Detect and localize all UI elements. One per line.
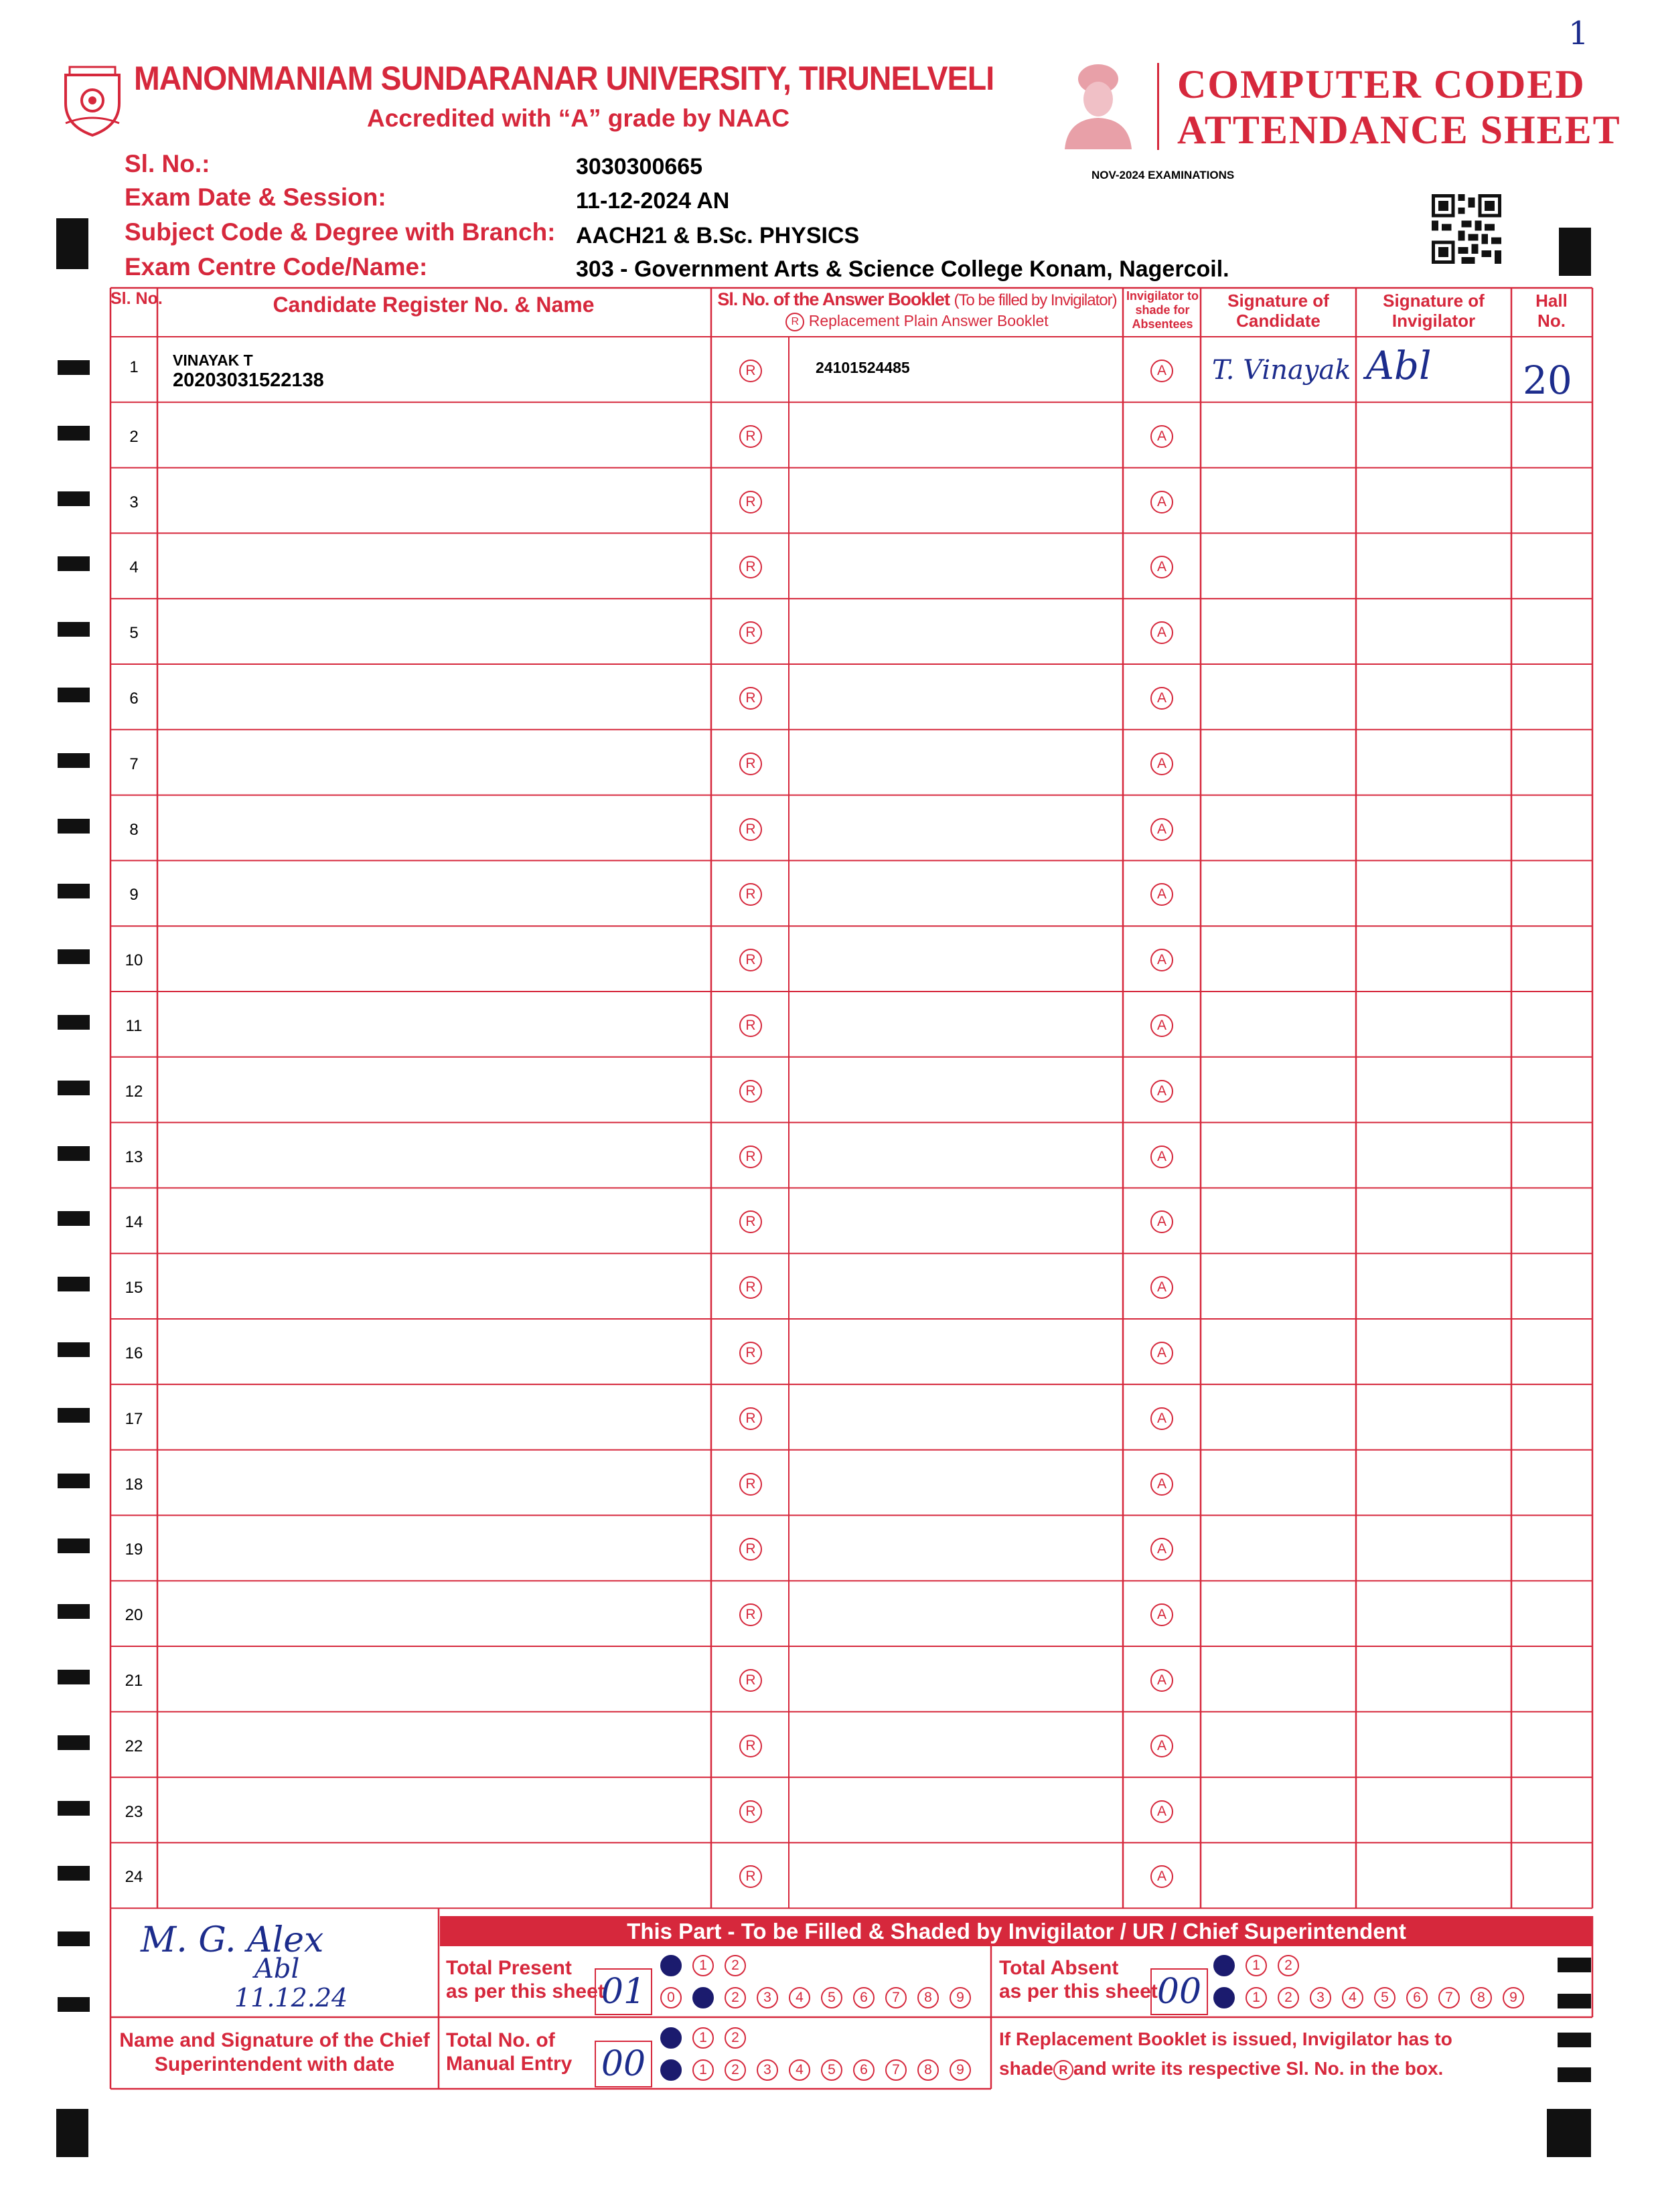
hall-number: 20 [1523,358,1572,403]
exam-date-label: Exam Date & Session: [125,183,386,211]
chief-superintendent-label: Name and Signature of the Chief Superintendent with date [119,2029,430,2075]
total-present-label-line1: Total Present [446,1957,572,1979]
manual-units-bubble[interactable]: 6 [853,2059,875,2081]
absentee-shade-bubble[interactable]: A [1150,753,1173,775]
replacement-shade-bubble[interactable]: R [739,1735,762,1757]
absentee-shade-bubble[interactable]: A [1150,1538,1173,1561]
candidate-signature: T. Vinayak [1212,355,1351,386]
absentee-shade-bubble[interactable]: A [1150,425,1173,448]
absent-units-bubble[interactable]: 6 [1406,1987,1428,2008]
replacement-shade-bubble[interactable]: R [739,360,762,382]
manual-entry-box: 00 [595,2041,652,2087]
replacement-shade-bubble[interactable]: R [739,1473,762,1496]
absent-units-bubble[interactable]: 3 [1310,1987,1331,2008]
manual-units-bubble[interactable]: 5 [821,2059,842,2081]
present-units-bubble[interactable]: 3 [757,1987,778,2008]
absent-units-bubble[interactable]: 4 [1342,1987,1363,2008]
page-count-mark: 1 [1568,15,1589,52]
replacement-shade-bubble[interactable]: R [739,1276,762,1299]
chief-superintendent-date: 11.12.24 [234,1983,348,2012]
row-number: 24 [125,1868,143,1887]
university-name: MANONMANIAM SUNDARANAR UNIVERSITY, TIRUNELVELI [134,60,994,97]
replacement-shade-bubble[interactable]: R [739,1669,762,1692]
row-number: 18 [125,1475,143,1494]
row-number: 20 [125,1606,143,1625]
row-number: 1 [129,358,139,376]
row-number: 12 [125,1082,143,1101]
col-header-sig-candidate: Signature of Candidate [1227,291,1329,331]
sheet-title-line2: ATTENDANCE SHEET [1177,108,1621,152]
sheet-title-line1: COMPUTER CODED [1177,62,1586,106]
manual-units-bubble[interactable]: 9 [950,2059,971,2081]
absent-tens-bubble[interactable]: 1 [1246,1955,1267,1976]
absentee-shade-bubble[interactable]: A [1150,687,1173,710]
col-header-hall: Hall No. [1535,291,1568,331]
candidate-name: VINAYAK T [173,351,253,369]
subject-code-value: AACH21 & B.Sc. PHYSICS [576,223,860,248]
replacement-shade-bubble[interactable]: R [739,1800,762,1823]
absentee-shade-bubble[interactable]: A [1150,1342,1173,1364]
row-number: 19 [125,1540,143,1559]
col-header-replacement [711,312,1123,331]
booklet-header-note: (To be filled by Invigilator) [954,291,1117,309]
replacement-shade-bubble[interactable]: R [739,491,762,514]
absentee-shade-bubble[interactable]: A [1150,1080,1173,1103]
absentee-shade-bubble[interactable]: A [1150,1210,1173,1233]
present-units-bubble[interactable]: 6 [853,1987,875,2008]
col-header-candidate: Candidate Register No. & Name [273,293,595,317]
manual-units-bubble[interactable]: 4 [789,2059,810,2081]
subject-code-label: Subject Code & Degree with Branch: [125,218,556,246]
row-number: 23 [125,1802,143,1821]
replacement-shade-bubble[interactable]: R [739,1342,762,1364]
sl-no-label: Sl. No.: [125,150,210,177]
manual-entry-label [446,2029,572,2075]
replacement-shade-bubble[interactable]: R [739,621,762,644]
replacement-note-line2 [999,2054,1452,2083]
replacement-shade-bubble[interactable]: R [739,949,762,971]
absentee-shade-bubble[interactable]: A [1150,491,1173,514]
replacement-shade-bubble[interactable]: R [739,1210,762,1233]
replacement-shade-bubble[interactable]: R [739,818,762,841]
present-tens-bubble[interactable]: 1 [692,1955,714,1976]
absent-units-bubble[interactable]: 8 [1471,1987,1492,2008]
replacement-note-line1: If Replacement Booklet is issued, Invigilator has to [999,2029,1452,2049]
row-number: 15 [125,1279,143,1297]
replacement-note [999,2025,1452,2083]
present-units-bubble[interactable]: 8 [917,1987,939,2008]
col-header-booklet [711,289,1123,310]
manual-units-bubble[interactable] [660,2059,682,2081]
col-header-sig-invigilator: Signature of Invigilator [1383,291,1485,331]
row-number: 7 [129,755,139,773]
row-number: 17 [125,1409,143,1428]
present-units-bubble[interactable]: 2 [725,1987,746,2008]
absent-units-bubble[interactable]: 2 [1278,1987,1299,2008]
replacement-r-icon: R [785,313,804,331]
row-number: 5 [129,624,139,643]
sl-no-value: 3030300665 [576,154,703,179]
replacement-shade-bubble[interactable]: R [739,1538,762,1561]
chief-superintendent-initials: Abl [254,1954,300,1984]
exam-series: NOV-2024 EXAMINATIONS [1091,169,1235,181]
absentee-shade-bubble[interactable]: A [1150,1669,1173,1692]
row-number: 8 [129,820,139,839]
total-present-label [446,1956,605,2003]
present-units-bubble[interactable]: 4 [789,1987,810,2008]
replacement-shade-bubble[interactable]: R [739,556,762,578]
row-number: 4 [129,558,139,577]
row-number: 22 [125,1737,143,1755]
replacement-note-rest: and write its respective Sl. No. in the box. [1073,2058,1444,2079]
replacement-shade-bubble[interactable]: R [739,1146,762,1168]
absentee-shade-bubble[interactable]: A [1150,1276,1173,1299]
absentee-shade-bubble[interactable]: A [1150,1014,1173,1037]
absent-units-bubble[interactable] [1213,1987,1235,2008]
row-number: 14 [125,1213,143,1232]
candidate-register-no: 20203031522138 [173,370,324,391]
manual-tens-bubble[interactable]: 1 [692,2027,714,2049]
replacement-note-shade: shade [999,2058,1053,2079]
present-tens-bubble[interactable]: 2 [725,1955,746,1976]
absentee-shade-bubble[interactable]: A [1150,883,1173,906]
absentee-shade-bubble[interactable]: A [1150,1800,1173,1823]
booklet-header-main: Sl. No. of the Answer Booklet [717,289,950,309]
absentee-shade-bubble[interactable]: A [1150,818,1173,841]
absentee-shade-bubble[interactable]: A [1150,360,1173,382]
row-number: 21 [125,1672,143,1690]
row-number: 10 [125,951,143,970]
row-number: 6 [129,690,139,708]
total-absent-label-line1: Total Absent [999,1957,1119,1979]
present-units-bubble[interactable]: 0 [660,1987,682,2008]
manual-units-bubble[interactable]: 2 [725,2059,746,2081]
manual-units-bubble[interactable]: 8 [917,2059,939,2081]
present-tens-bubble[interactable] [660,1955,682,1976]
row-number: 11 [125,1017,143,1035]
absent-units-bubble[interactable]: 5 [1374,1987,1396,2008]
absentee-shade-bubble[interactable]: A [1150,949,1173,971]
exam-date-value: 11-12-2024 AN [576,188,730,214]
replacement-shade-bubble[interactable]: R [739,753,762,775]
invigilator-signature: Abl [1366,343,1432,388]
manual-units-bubble[interactable]: 3 [757,2059,778,2081]
present-units-bubble[interactable]: 5 [821,1987,842,2008]
manual-entry-label-line2: Manual Entry [446,2053,573,2075]
total-absent-label-line2: as per this sheet [999,1980,1158,2002]
manual-tens-bubble[interactable] [660,2027,682,2049]
row-number: 13 [125,1148,143,1166]
present-units-bubble[interactable]: 7 [885,1987,907,2008]
manual-units-bubble[interactable]: 1 [692,2059,714,2081]
absent-units-bubble[interactable]: 1 [1246,1987,1267,2008]
chief-superintendent-signature: M. G. Alex [141,1920,324,1960]
absentee-shade-bubble[interactable]: A [1150,1865,1173,1888]
total-present-box: 01 [595,1968,652,2015]
absentee-shade-bubble[interactable]: A [1150,1603,1173,1626]
total-present-label-line2: as per this sheet [446,1980,605,2002]
replacement-shade-bubble[interactable]: R [739,1014,762,1037]
replacement-shade-bubble[interactable]: R [739,687,762,710]
replacement-shade-bubble[interactable]: R [739,1407,762,1430]
total-absent-label [999,1956,1158,2003]
absentee-shade-bubble[interactable]: A [1150,1735,1173,1757]
exam-centre-label: Exam Centre Code/Name: [125,253,428,281]
row-number: 2 [129,427,139,446]
replacement-shade-bubble[interactable]: R [739,1080,762,1103]
replacement-header-text: Replacement Plain Answer Booklet [808,312,1049,329]
absent-tens-bubble[interactable]: 2 [1278,1955,1299,1976]
absent-units-bubble[interactable]: 7 [1438,1987,1460,2008]
row-number: 3 [129,493,139,511]
col-header-absentee: Invigilator to shade for Absentees [1126,289,1199,331]
absentee-shade-bubble[interactable]: A [1150,556,1173,578]
manual-tens-bubble[interactable]: 2 [725,2027,746,2049]
absentee-shade-bubble[interactable]: A [1150,1473,1173,1496]
replacement-shade-bubble[interactable]: R [739,425,762,448]
replacement-shade-bubble[interactable]: R [739,883,762,906]
accreditation-text: Accredited with “A” grade by NAAC [367,104,790,132]
replacement-shade-bubble[interactable]: R [739,1865,762,1888]
footer-banner: This Part - To be Filled & Shaded by Invigilator / UR / Chief Superintendent [440,1916,1593,1946]
manual-entry-label-line1: Total No. of [446,2029,555,2051]
present-units-bubble[interactable]: 9 [950,1987,971,2008]
exam-centre-value: 303 - Government Arts & Science College Konam, Nagercoil. [576,256,1229,282]
manual-units-bubble[interactable]: 7 [885,2059,907,2081]
answer-booklet-no: 24101524485 [816,359,910,376]
replacement-shade-bubble[interactable]: R [739,1603,762,1626]
replacement-note-r-icon: R [1053,2060,1073,2080]
absentee-shade-bubble[interactable]: A [1150,1407,1173,1430]
col-header-sl-no: Sl. No. [110,289,163,308]
row-number: 9 [129,886,139,904]
absentee-shade-bubble[interactable]: A [1150,1146,1173,1168]
absentee-shade-bubble[interactable]: A [1150,621,1173,644]
row-number: 16 [125,1344,143,1362]
present-units-bubble[interactable] [692,1987,714,2008]
absent-tens-bubble[interactable] [1213,1955,1235,1976]
absent-units-bubble[interactable]: 9 [1503,1987,1524,2008]
total-absent-box: 00 [1150,1968,1208,2015]
